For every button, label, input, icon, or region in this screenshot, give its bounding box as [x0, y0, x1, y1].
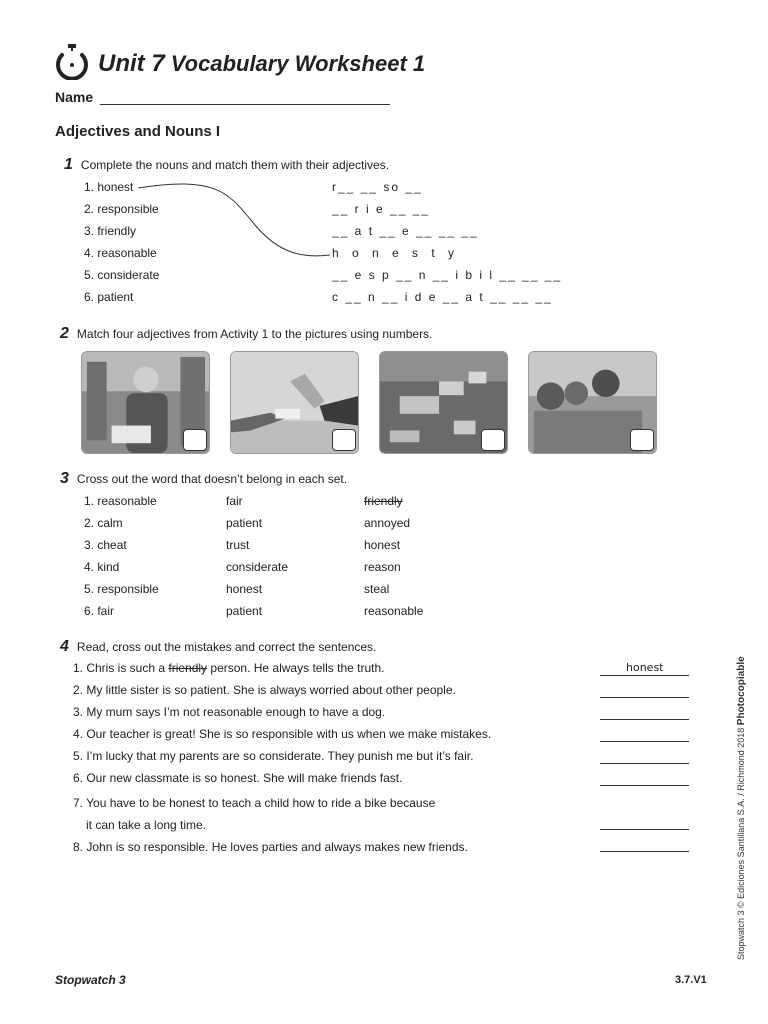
- noun-gap-item-answered[interactable]: h o n e s t y: [332, 246, 460, 260]
- crossed-word: friendly: [168, 661, 208, 675]
- set-word[interactable]: honest: [364, 538, 401, 552]
- set-word[interactable]: 6. fair: [84, 604, 115, 618]
- unit-label: Unit 7: [98, 50, 165, 77]
- title-label: Vocabulary Worksheet 1: [170, 51, 426, 76]
- sentence-8[interactable]: 8. John is so responsible. He loves parties and always makes new friends.: [73, 840, 468, 854]
- copyright-side-text: Stopwatch 3 © Ediciones Santillana S.A. / Richmond 2018 Photocopiable: [736, 656, 747, 960]
- adjective-item: 1. honest: [84, 180, 134, 194]
- set-word[interactable]: trust: [226, 538, 250, 552]
- adjective-item: 6. patient: [84, 290, 134, 304]
- set-word[interactable]: 5. responsible: [84, 582, 159, 596]
- activity2-instruction: 2 Match four adjectives from Activity 1 to the pictures using numbers.: [60, 325, 433, 342]
- activity4-instruction: 4 Read, cross out the mistakes and correct the sentences.: [60, 638, 377, 655]
- activity2-number: 2: [60, 325, 69, 342]
- answer-box[interactable]: [332, 429, 356, 451]
- noun-gap-item[interactable]: __ e s p __ n __ i b i l __ __ __: [332, 268, 563, 282]
- answer-line[interactable]: [600, 741, 689, 742]
- answer-line[interactable]: [600, 719, 689, 720]
- activity1-instruction: 1 Complete the nouns and match them with their adjectives.: [64, 156, 390, 173]
- answer-box[interactable]: [630, 429, 654, 451]
- photocopiable-label: Photocopiable: [736, 656, 747, 726]
- set-word[interactable]: annoyed: [364, 516, 411, 530]
- set-word: 1. reasonable: [84, 494, 157, 508]
- picture-friends: [528, 351, 657, 454]
- section-title: Adjectives and Nouns I: [55, 123, 221, 140]
- footer-code: 3.7.V1: [675, 974, 707, 986]
- answer-box[interactable]: [481, 429, 505, 451]
- adjective-item: 4. reasonable: [84, 246, 157, 260]
- footer-logo: Stopwatch 3: [55, 973, 126, 987]
- picture-jigsaw-puzzle: [379, 351, 508, 454]
- stopwatch-icon: [54, 44, 90, 80]
- set-word[interactable]: reason: [364, 560, 401, 574]
- set-word[interactable]: 3. cheat: [84, 538, 127, 552]
- set-word[interactable]: steal: [364, 582, 390, 596]
- answer-text: honest: [626, 661, 664, 674]
- answer-line[interactable]: [600, 851, 689, 852]
- noun-gap-item[interactable]: __ a t __ e __ __ __: [332, 224, 479, 238]
- answer-line[interactable]: [600, 829, 689, 830]
- sentence-7-continued[interactable]: it can take a long time.: [86, 818, 207, 832]
- sentence-7[interactable]: 7. You have to be honest to teach a child how to ride a bike because: [73, 796, 436, 810]
- worksheet-title: [98, 50, 425, 78]
- set-word: fair: [226, 494, 243, 508]
- answer-box[interactable]: [183, 429, 207, 451]
- activity3-instruction: 3 Cross out the word that doesn’t belong in each set.: [60, 470, 348, 487]
- matching-line: [130, 180, 340, 260]
- answer-line[interactable]: [600, 763, 689, 764]
- picture-refusing-money: [230, 351, 359, 454]
- set-word-crossed[interactable]: friendly: [364, 494, 403, 508]
- set-word[interactable]: 2. calm: [84, 516, 123, 530]
- set-word[interactable]: 4. kind: [84, 560, 120, 574]
- set-word[interactable]: patient: [226, 516, 263, 530]
- sentence-6[interactable]: 6. Our new classmate is so honest. She will make friends fast.: [73, 771, 403, 785]
- set-word[interactable]: patient: [226, 604, 263, 618]
- picture-worker: [81, 351, 210, 454]
- answer-line[interactable]: [600, 697, 689, 698]
- activity4-number: 4: [60, 638, 69, 655]
- sentence-4[interactable]: 4. Our teacher is great! She is so responsible with us when we make mistakes.: [73, 727, 492, 741]
- adjective-item: 3. friendly: [84, 224, 137, 238]
- activity1-number: 1: [64, 156, 73, 173]
- noun-gap-item[interactable]: __ r i e __ __: [332, 202, 431, 216]
- set-word[interactable]: considerate: [226, 560, 289, 574]
- name-label: Name: [55, 89, 94, 105]
- name-line[interactable]: [100, 104, 390, 105]
- sentence-1: 1. Chris is such a friendly person. He always tells the truth.: [73, 661, 385, 675]
- adjective-item: 5. considerate: [84, 268, 160, 282]
- noun-gap-item[interactable]: c __ n __ i d e __ a t __ __ __: [332, 290, 553, 304]
- adjective-item: 2. responsible: [84, 202, 159, 216]
- sentence-3[interactable]: 3. My mum says I’m not reasonable enough to have a dog.: [73, 705, 386, 719]
- activity3-number: 3: [60, 470, 69, 487]
- answer-line[interactable]: [600, 785, 689, 786]
- sentence-2[interactable]: 2. My little sister is so patient. She is always worried about other people.: [73, 683, 456, 697]
- answer-line[interactable]: [600, 675, 689, 676]
- set-word[interactable]: honest: [226, 582, 263, 596]
- sentence-5[interactable]: 5. I’m lucky that my parents are so considerate. They punish me but it’s fair.: [73, 749, 474, 763]
- noun-gap-item[interactable]: r__ __ so __: [332, 180, 423, 194]
- set-word[interactable]: reasonable: [364, 604, 424, 618]
